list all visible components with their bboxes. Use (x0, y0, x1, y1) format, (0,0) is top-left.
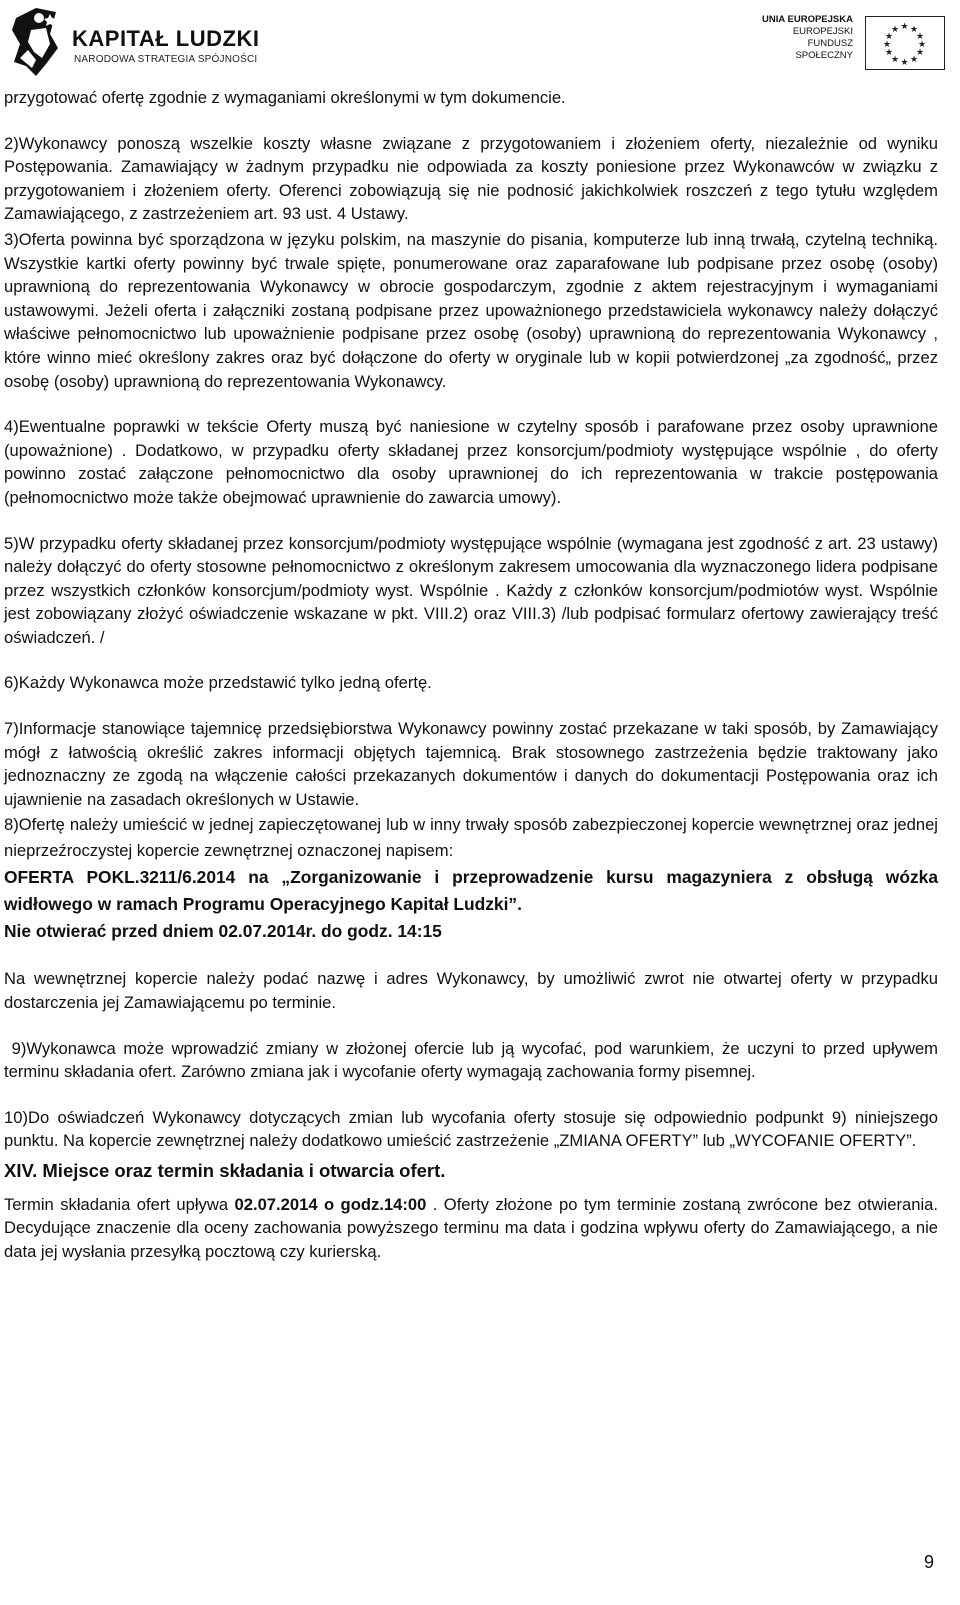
svg-text:★: ★ (915, 48, 925, 58)
paragraph-4: 4)Ewentualne poprawki w tekście Oferty muszą być naniesione w czytelny sposób i parafowane przez osoby uprawnione (upoważnione) . Dodatkowo, w przypadku oferty składanej przez konsorcjum/podmioty występujące wspólnie , do oferty powinno zostać załączone pełnomocnictwo dla osoby uprawnionej do ich reprezentowania w trakcie postępowania (pełnomocnictwo może także obejmować uprawnienie do zawarcia umowy). (4, 417, 938, 507)
final-deadline: 02.07.2014 o godz.14:00 (234, 1194, 427, 1214)
do-not-open-notice: Nie otwierać przed dniem 02.07.2014r. do godz. 14:15 (4, 921, 442, 942)
svg-text:★: ★ (882, 40, 892, 50)
paragraph-8b: Na wewnętrznej kopercie należy podać nazwę i adres Wykonawcy, by umożliwić zwrot nie otwartej oferty w przypadku dostarczenia jej Zamawiającemu po terminie. (4, 969, 938, 1013)
page-number: 9 (923, 1552, 934, 1572)
paragraph-10: 10)Do oświadczeń Wykonawcy dotyczących zmian lub wycofania oferty stosuje się odpowiednio podpunkt 9) niniejszego punktu. Na kopercie zewnętrznej należy dodatkowo umieścić zastrzeżenie „ZMIANA OFERTY” lub „WYCOFANIE OFERTY”. (4, 1107, 938, 1151)
eu-logo-line3: FUNDUSZ SPOŁECZNY (795, 38, 853, 61)
svg-text:★: ★ (915, 32, 925, 42)
svg-text:★: ★ (884, 32, 894, 42)
page-header (0, 0, 960, 85)
paragraph-6: 6)Każdy Wykonawca może przedstawić tylko jedną ofertę. (4, 673, 432, 693)
kapital-ludzki-subtitle: NARODOWA STRATEGIA SPÓJNOŚCI (74, 54, 258, 65)
paragraph-9: 9)Wykonawca może wprowadzić zmiany w złożonej ofercie lub ją wycofać, pod warunkiem, że uczyni to przed upływem terminu składania ofert. Zarówno zmiana jak i wycofanie oferty wymagają zachowania formy pisemnej. (4, 1038, 943, 1082)
svg-text:★: ★ (909, 25, 919, 35)
svg-text:★: ★ (900, 22, 909, 32)
final-text-post: . Oferty złożone po tym terminie zostaną zwrócone bez otwierania. Decydujące znaczenie dla oceny zachowania powyższego terminu ma data i godzina wpływu oferty do Zamawiającego, a nie data jej wysłania przesyłką pocztową czy kurierską. (4, 1194, 943, 1261)
svg-text:★: ★ (890, 25, 900, 35)
eu-logo-text (760, 14, 853, 62)
section-title: XIV. Miejsce oraz termin składania i otwarcia ofert. (4, 1160, 446, 1181)
paragraph-intro: przygotować ofertę zgodnie z wymaganiami określonymi w tym dokumencie. (4, 88, 566, 107)
svg-text:★: ★ (890, 55, 900, 65)
kapital-ludzki-logo (6, 4, 306, 80)
kapital-ludzki-emblem-icon (6, 4, 64, 80)
paragraph-8: 8)Ofertę należy umieścić w jednej zapieczętowanej lub w inny trwały sposób zabezpieczonej kopercie wewnętrznej oraz jednej nieprzeźroczystej kopercie zewnętrznej oznaczonej napisem: (4, 815, 938, 861)
eu-logo (760, 14, 945, 74)
offer-envelope-label: OFERTA POKL.3211/6.2014 na „Zorganizowanie i przeprowadzenie kursu magazyniera z obsługą wózka widłowego w ramach Programu Operacyjnego Kapitał Ludzki”. (4, 867, 938, 915)
eu-logo-line2: EUROPEJSKI (792, 26, 853, 37)
svg-text:★: ★ (900, 58, 909, 68)
paragraph-2: 2)Wykonawcy ponoszą wszelkie koszty własne związane z przygotowaniem i złożeniem oferty, niezależnie od wyniku Postępowania. Zamawiający w żadnym przypadku nie odpowiada za koszty poniesione przez Wykonawców w związku z przygotowaniem i złożeniem oferty. Oferenci zobowiązują się nie podnosić jakichkolwiek roszczeń z tego tytułu względem Zamawiającego, z zastrzeżeniem art. 93 ust. 4 Ustawy. (4, 133, 938, 224)
svg-text:★: ★ (884, 48, 894, 58)
eu-flag-icon (865, 16, 945, 70)
kapital-ludzki-title: KAPITAŁ LUDZKI (72, 26, 260, 51)
paragraph-7: 7)Informacje stanowiące tajemnicę przedsiębiorstwa Wykonawcy powinny zostać przekazane w taki sposób, by Zamawiający mógł z łatwością określić zakres informacji objętych tajemnicą. Brak stosownego zastrzeżenia będzie traktowany jako jednoznaczny ze zgodą na włączenie całości przekazanych dokumentów i danych do dokumentacji Postępowania oraz ich ujawnienie na zasadach określonych w Ustawie. (4, 719, 938, 809)
eu-logo-line1: UNIA EUROPEJSKA (762, 14, 853, 25)
paragraph-3: 3)Oferta powinna być sporządzona w języku polskim, na maszynie do pisania, komputerze lub inną trwałą, czytelną techniką. Wszystkie kartki oferty powinny być trwale spięte, ponumerowane oraz zaparafowane lub podpisane przez osobę (osoby) uprawnioną do reprezentowania Wykonawcy w obrocie gospodarczym, zgodnie z aktem rejestracyjnym i wymaganiami ustawowymi. Jeżeli oferta i załączniki zostaną podpisane przez upoważnionego przedstawiciela wykonawcy należy dołączyć właściwe pełnomocnictwo lub upoważnienie podpisane przez osobę (osoby) uprawnioną do reprezentowania Wykonawcy , które winno mieć określony zakres oraz być dołączone do oferty w oryginale lub w kopii potwierdzonej „za zgodność„ przez osobę (osoby) uprawnioną do reprezentowania Wykonawcy. (4, 229, 938, 391)
document-body (4, 86, 943, 1263)
final-text-pre: Termin składania ofert upływa (4, 1194, 235, 1214)
svg-text:★: ★ (917, 40, 927, 50)
svg-text:★: ★ (909, 55, 919, 65)
paragraph-5: 5)W przypadku oferty składanej przez konsorcjum/podmioty występujące wspólnie (wymagana jest zgodność z art. 23 ustawy) należy dołączyć do oferty stosowne pełnomocnictwo z określonym zakresem umocowania dla wyznaczonego lidera podpisane przez wszystkich członków konsorcjum/podmioty wyst. Wspólnie . Każdy z członków konsorcjum/podmiotów wyst. Wspólnie jest zobowiązany złożyć oświadczenie wskazane w pkt. VIII.2) oraz VIII.3) /lub podpisać formularz ofertowy zawierający treść oświadczeń. / (4, 533, 938, 647)
paragraph-final (4, 1193, 943, 1264)
